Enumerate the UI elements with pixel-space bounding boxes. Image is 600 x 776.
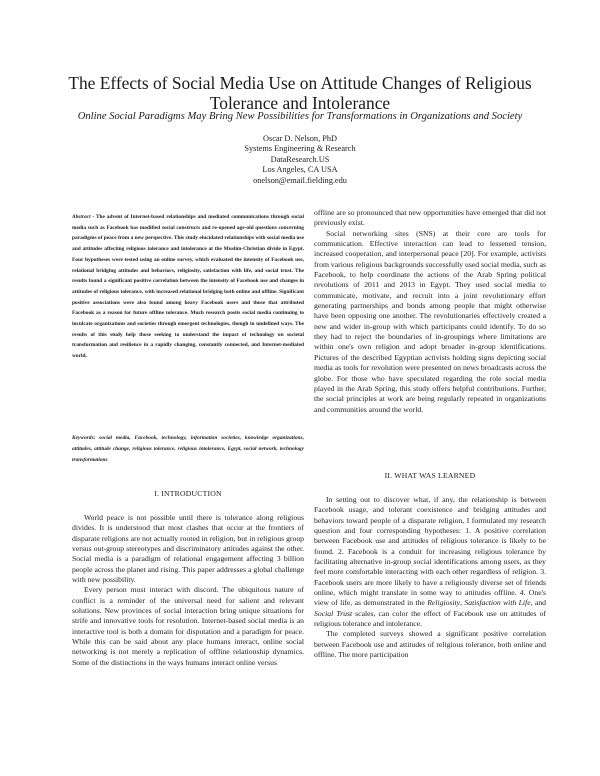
- learned-text-b: scales, can color the effect of Facebook use on attitudes of religious tolerance and intolerance.: [314, 608, 547, 629]
- introduction-paragraph-3: offline are so pronounced that new opportunities have emerged that did not previously exist.: [314, 208, 546, 228]
- abstract: [72, 212, 304, 362]
- section-heading-introduction: I. INTRODUCTION: [154, 489, 222, 498]
- learned-text-a: In setting out to discover what, if any, the relationship is between Facebook usage, and tolerant coexistence and bridging attitudes and behaviors toward people of a disparate religion, I formulated my research question and four corresponding hypotheses: 1. A positive correlation between Facebook use and attitudes of religious tolerance is likely to be found. 2. Facebook is a conduit for increasing religious tolerance by facilitating alternative in-group social identifications among users, as they feel more comfortable interacting with each other regardless of religion. 3. Facebook users are more likely to have a religiously diverse set of friends online, which might translate in some way to attitudes offline. 4. One's view of life, as demonstrated in the: [314, 495, 546, 608]
- introduction-continued: [314, 208, 546, 415]
- author-name: Oscar D. Nelson, PhD: [263, 134, 337, 143]
- separator-1: ,: [460, 598, 465, 608]
- learned-paragraph-2: The completed surveys showed a significant positive correlation between Facebook use and attitudes of religious tolerance, both online and offline. The more participation: [314, 629, 546, 660]
- author-block: [200, 134, 400, 186]
- what-was-learned-section: [314, 470, 546, 661]
- introduction-paragraph-2: Every person must interact with discord. The ubiquitous nature of conflict is a reminder of the universal need for salient and relevant solutions. New provinces of social interaction bring unique situations for strife and innovative tools for resolution. Internet-based social media is an interactive tool is both a domain for disputation and a paradigm for peace. While this can be said about any place humans interact, online social networking is not merely a replication of offline relationship dynamics. Some of the distinctions in the ways humans interact online versus: [72, 585, 304, 667]
- abstract-label: Abstract: [72, 214, 91, 220]
- religiosity-term: Religiosity: [427, 598, 461, 608]
- author-location: Los Angeles, CA USA: [262, 165, 338, 175]
- author-email: onelson@email.fielding.edu: [253, 175, 347, 185]
- section-heading-what-was-learned: II. WHAT WAS LEARNED: [384, 471, 476, 480]
- paper-title: The Effects of Social Media Use on Attitude Changes of Religious Tolerance and Intolerance: [68, 73, 532, 113]
- satisfaction-term: Satisfaction with Life: [464, 598, 531, 608]
- keywords-label: Keywords:: [72, 435, 96, 441]
- social-trust-term: Social Trust: [314, 608, 353, 618]
- keywords: [72, 433, 304, 466]
- abstract-text: - The advent of Internet-based relationships and mediated communications through social media such as Facebook has modified social constructs and re-opened age-old questions concerning paradigms of peace from a new perspective. This study elucidated relationships with social media use and attitudes affecting religious tolerance and intolerance at the Muslim-Christian divide in Egypt. Four hypotheses were tested using an online survey, which evaluated the intensity of Facebook use, relational bridging attitudes and behaviors, religiosity, satisfaction with life, and social trust. The results found a significant positive correlation between the intensity of Facebook use and changes in attitudes of religious tolerance, with increased relational bridging both online and offline. Significant positive associations were also found among heavy Facebook users and those that attributed Facebook as a reason for future offline tolerance. Much research posits social media continuing to inculcate organizations and societies through emergent technologies, though in undefined ways. The results of this study help those seeking to understand the impact of technology on societal transformation and resilience in a rapidly changing, constantly connected, and Internet-mediated world.: [72, 214, 304, 360]
- keywords-text: social media, Facebook, technology, information societies, knowledge organizations, attitudes, attitude change, religious tolerance, religious intolerance, Egypt, social network, technology transformations: [72, 435, 304, 463]
- author-organization: DataResearch.US: [270, 154, 330, 164]
- introduction-paragraph-1: World peace is not possible until there is tolerance along religious divides. It is understood that most clashes that occur at the frontiers of disparate religions are not actually rooted in religion, but in religious group versus out-group stereotypes and discriminatory attitudes against the other. Social media is a paradigm of relational engagement affecting 3 billion people across the planet and rising. This paper addresses a global challenge with new possibility.: [72, 513, 304, 585]
- paper-subtitle: Online Social Paradigms May Bring New Possibilities for Transformations in Organizations and Society: [77, 111, 523, 122]
- introduction-paragraph-4: Social networking sites (SNS) at their core are tools for communication. Effective interaction can lead to lessened tension, increased cooperation, and interpersonal peace [20]. For example, activists from various religious backgrounds successfully used social media, such as Facebook, to help coordinate the actions of the Arab Spring political revolutions of 2011 and 2013 in Egypt. They used social media to communicate, motivate, and recruit into a joint revolutionary effort generating partnerships and bonds among people that might otherwise have been opposing one another. The revolutionaries effectively created a new and wider in-group with which participants could identify. To do so they had to reject the boundaries of in-groupings where limitations are within one's own religion and adopt broader in-group identifications. Pictures of the described Egyptian activists holding signs depicting social media as tools for revolution were presented on news broadcasts across the globe. For those who have speculated regarding the role social media played in the Arab Spring, this study offers helpful contributions. Further, the social principles at work are being regularly repeated in organizations and communities around the world.: [314, 228, 546, 414]
- learned-paragraph-1: [314, 495, 546, 629]
- introduction-section: [72, 488, 304, 668]
- author-department: Systems Engineering & Research: [244, 144, 356, 154]
- separator-2: , and: [530, 598, 547, 608]
